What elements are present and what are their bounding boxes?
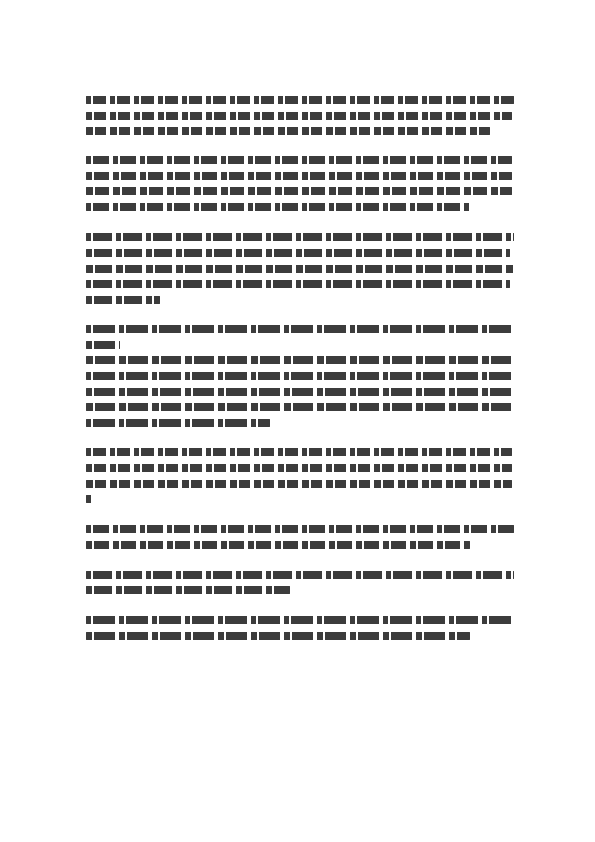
text-line <box>86 96 514 104</box>
text-line <box>86 403 512 411</box>
text-line <box>86 372 514 380</box>
text-line <box>86 495 92 503</box>
text-line <box>86 112 512 120</box>
text-line <box>86 632 470 640</box>
text-line <box>86 280 510 288</box>
text-line <box>86 325 514 333</box>
text-line <box>86 203 470 211</box>
text-line <box>86 480 512 488</box>
text-line <box>86 388 512 396</box>
text-line <box>86 464 512 472</box>
text-line <box>86 525 514 533</box>
text-line <box>86 616 514 624</box>
text-line <box>86 571 514 579</box>
text-line <box>86 172 512 180</box>
text-line <box>86 541 470 549</box>
text-line <box>86 356 514 364</box>
text-line <box>86 265 514 273</box>
text-line <box>86 187 512 195</box>
text-line <box>86 586 290 594</box>
text-line <box>86 127 490 135</box>
text-line <box>86 296 160 304</box>
text-line <box>86 419 270 427</box>
text-line <box>86 156 512 164</box>
text-line <box>86 341 120 349</box>
text-line <box>86 233 514 241</box>
text-line <box>86 249 510 257</box>
text-line <box>86 448 512 456</box>
